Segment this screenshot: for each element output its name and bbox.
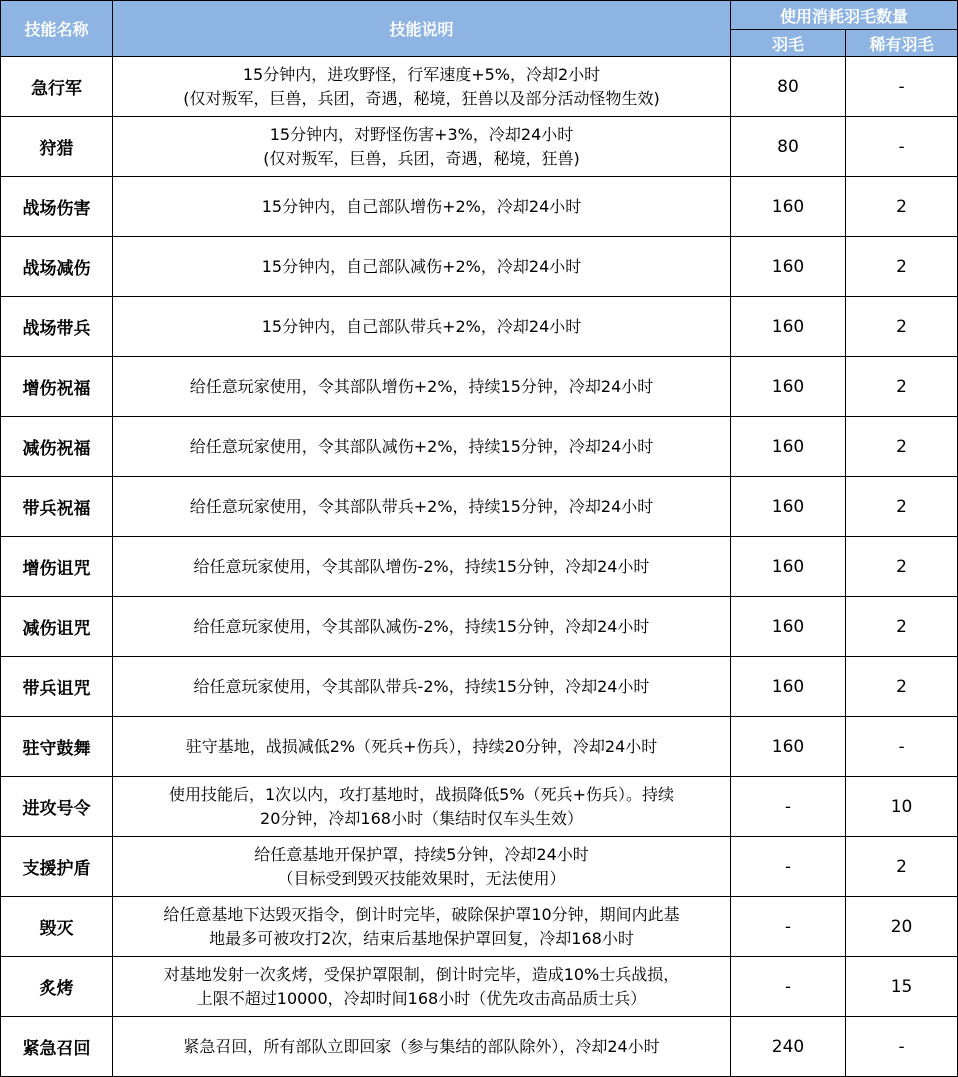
feather-cost-cell: -	[731, 837, 846, 897]
feather-cost-cell: -	[731, 957, 846, 1017]
rare-feather-cost-cell: 10	[846, 777, 958, 837]
skill-desc-line: (仅对叛军，巨兽，兵团，奇遇，秘境，狂兽以及部分活动怪物生效)	[183, 88, 660, 108]
skill-name-cell: 毁灭	[1, 897, 113, 957]
table-row	[1, 957, 958, 1017]
skill-name-cell: 战场带兵	[1, 297, 113, 357]
skill-desc-line: 15分钟内，自己部队减伤+2%，冷却24小时	[261, 256, 582, 276]
rare-feather-cost-cell: -	[846, 1017, 958, 1077]
skill-desc-line: 给任意玩家使用，令其部队减伤-2%，持续15分钟，冷却24小时	[193, 616, 650, 636]
rare-feather-cost-cell: 2	[846, 537, 958, 597]
table-row	[1, 777, 958, 837]
skill-desc-line: 驻守基地，战损减低2%（死兵+伤兵），持续20分钟，冷却24小时	[185, 736, 658, 756]
skill-desc-line: 15分钟内，进攻野怪，行军速度+5%，冷却2小时	[242, 64, 601, 84]
skill-desc-line: 给任意玩家使用，令其部队减伤+2%，持续15分钟，冷却24小时	[189, 436, 654, 456]
skill-desc-cell	[113, 477, 731, 537]
skill-name-cell: 进攻号令	[1, 777, 113, 837]
skill-desc-cell	[113, 117, 731, 177]
rare-feather-cost-cell: 2	[846, 477, 958, 537]
table-body	[1, 57, 958, 1077]
skill-desc-line: 给任意玩家使用，令其部队增伤+2%，持续15分钟，冷却24小时	[189, 376, 654, 396]
header-cost-group: 使用消耗羽毛数量	[731, 1, 958, 30]
skill-desc-line: 给任意基地下达毁灭指令，倒计时完毕，破除保护罩10分钟，期间内此基	[163, 904, 680, 924]
rare-feather-cost-cell: 2	[846, 417, 958, 477]
feather-cost-cell: 160	[731, 417, 846, 477]
rare-feather-cost-cell: 2	[846, 597, 958, 657]
table-row	[1, 357, 958, 417]
rare-feather-cost-cell: 2	[846, 357, 958, 417]
rare-feather-cost-cell: 2	[846, 237, 958, 297]
feather-cost-cell: 160	[731, 357, 846, 417]
rare-feather-cost-cell: 2	[846, 297, 958, 357]
skill-name-cell: 带兵诅咒	[1, 657, 113, 717]
skill-name-cell: 减伤祝福	[1, 417, 113, 477]
table-row	[1, 1017, 958, 1077]
feather-cost-cell: 160	[731, 177, 846, 237]
rare-feather-cost-cell: 20	[846, 897, 958, 957]
table-row	[1, 57, 958, 117]
skill-desc-cell	[113, 717, 731, 777]
skill-desc-line: 对基地发射一次炙烤，受保护罩限制，倒计时完毕，造成10%士兵战损，	[163, 964, 680, 984]
skill-name-cell: 支援护盾	[1, 837, 113, 897]
table-row	[1, 717, 958, 777]
skill-desc-cell	[113, 957, 731, 1017]
feather-cost-cell: 160	[731, 537, 846, 597]
rare-feather-cost-cell: -	[846, 117, 958, 177]
skill-desc-cell	[113, 237, 731, 297]
skill-name-cell: 狩猎	[1, 117, 113, 177]
skill-name-cell: 炙烤	[1, 957, 113, 1017]
skill-desc-line: 地最多可被攻打2次，结束后基地保护罩回复，冷却168小时	[209, 928, 634, 948]
feather-cost-cell: 240	[731, 1017, 846, 1077]
skill-desc-line: 紧急召回，所有部队立即回家（参与集结的部队除外），冷却24小时	[183, 1036, 660, 1056]
feather-cost-cell: 160	[731, 477, 846, 537]
feather-cost-cell: 80	[731, 117, 846, 177]
table-row	[1, 177, 958, 237]
skill-name-cell: 驻守鼓舞	[1, 717, 113, 777]
skill-desc-line: 给任意玩家使用，令其部队带兵-2%，持续15分钟，冷却24小时	[193, 676, 650, 696]
skill-desc-line: 15分钟内，自己部队带兵+2%，冷却24小时	[261, 316, 582, 336]
rare-feather-cost-cell: 15	[846, 957, 958, 1017]
skill-desc-cell	[113, 357, 731, 417]
feather-cost-cell: 160	[731, 597, 846, 657]
table-row	[1, 237, 958, 297]
feather-cost-cell: -	[731, 897, 846, 957]
table-row	[1, 117, 958, 177]
skill-desc-line: 15分钟内，自己部队增伤+2%，冷却24小时	[261, 196, 582, 216]
table-row	[1, 417, 958, 477]
skill-desc-line: 15分钟内，对野怪伤害+3%，冷却24小时	[269, 124, 574, 144]
table-row	[1, 897, 958, 957]
feather-cost-cell: -	[731, 777, 846, 837]
skill-name-cell: 战场减伤	[1, 237, 113, 297]
table-row	[1, 657, 958, 717]
skill-name-cell: 增伤祝福	[1, 357, 113, 417]
skill-desc-cell	[113, 297, 731, 357]
table-row	[1, 597, 958, 657]
header-feather: 羽毛	[731, 30, 846, 57]
feather-cost-cell: 160	[731, 237, 846, 297]
skill-name-cell: 带兵祝福	[1, 477, 113, 537]
skill-name-cell: 战场伤害	[1, 177, 113, 237]
table-row	[1, 837, 958, 897]
rare-feather-cost-cell: 2	[846, 177, 958, 237]
skill-desc-line: 使用技能后，1次以内，攻打基地时，战损降低5%（死兵+伤兵）。持续	[169, 784, 674, 804]
skill-desc-line: 20分钟，冷却168小时（集结时仅车头生效）	[260, 808, 583, 828]
skill-desc-cell	[113, 897, 731, 957]
skill-desc-line: 给任意基地开保护罩，持续5分钟，冷却24小时	[254, 844, 589, 864]
skill-desc-line: 给任意玩家使用，令其部队带兵+2%，持续15分钟，冷却24小时	[189, 496, 654, 516]
table-row	[1, 297, 958, 357]
skill-desc-cell	[113, 57, 731, 117]
skill-desc-cell	[113, 597, 731, 657]
feather-cost-cell: 80	[731, 57, 846, 117]
skill-desc-cell	[113, 177, 731, 237]
rare-feather-cost-cell: -	[846, 57, 958, 117]
skill-desc-line: （目标受到毁灭技能效果时，无法使用）	[277, 868, 566, 888]
feather-cost-cell: 160	[731, 717, 846, 777]
skill-desc-line: 上限不超过10000，冷却时间168小时（优先攻击高品质士兵）	[196, 988, 647, 1008]
skill-name-cell: 增伤诅咒	[1, 537, 113, 597]
skill-desc-cell	[113, 657, 731, 717]
skill-name-cell: 急行军	[1, 57, 113, 117]
table-row	[1, 477, 958, 537]
feather-cost-cell: 160	[731, 657, 846, 717]
header-skill-name: 技能名称	[1, 1, 113, 57]
skill-desc-cell	[113, 777, 731, 837]
feather-cost-cell: 160	[731, 297, 846, 357]
skill-desc-cell	[113, 537, 731, 597]
header-rare-feather: 稀有羽毛	[846, 30, 958, 57]
rare-feather-cost-cell: -	[846, 717, 958, 777]
skill-desc-cell	[113, 1017, 731, 1077]
skill-desc-line: (仅对叛军，巨兽，兵团，奇遇，秘境，狂兽)	[263, 148, 580, 168]
rare-feather-cost-cell: 2	[846, 837, 958, 897]
rare-feather-cost-cell: 2	[846, 657, 958, 717]
skill-name-cell: 紧急召回	[1, 1017, 113, 1077]
skill-name-cell: 减伤诅咒	[1, 597, 113, 657]
skill-desc-cell	[113, 837, 731, 897]
table-header	[1, 1, 958, 57]
header-skill-desc: 技能说明	[113, 1, 731, 57]
skill-desc-cell	[113, 417, 731, 477]
skill-desc-line: 给任意玩家使用，令其部队增伤-2%，持续15分钟，冷却24小时	[193, 556, 650, 576]
table-row	[1, 537, 958, 597]
